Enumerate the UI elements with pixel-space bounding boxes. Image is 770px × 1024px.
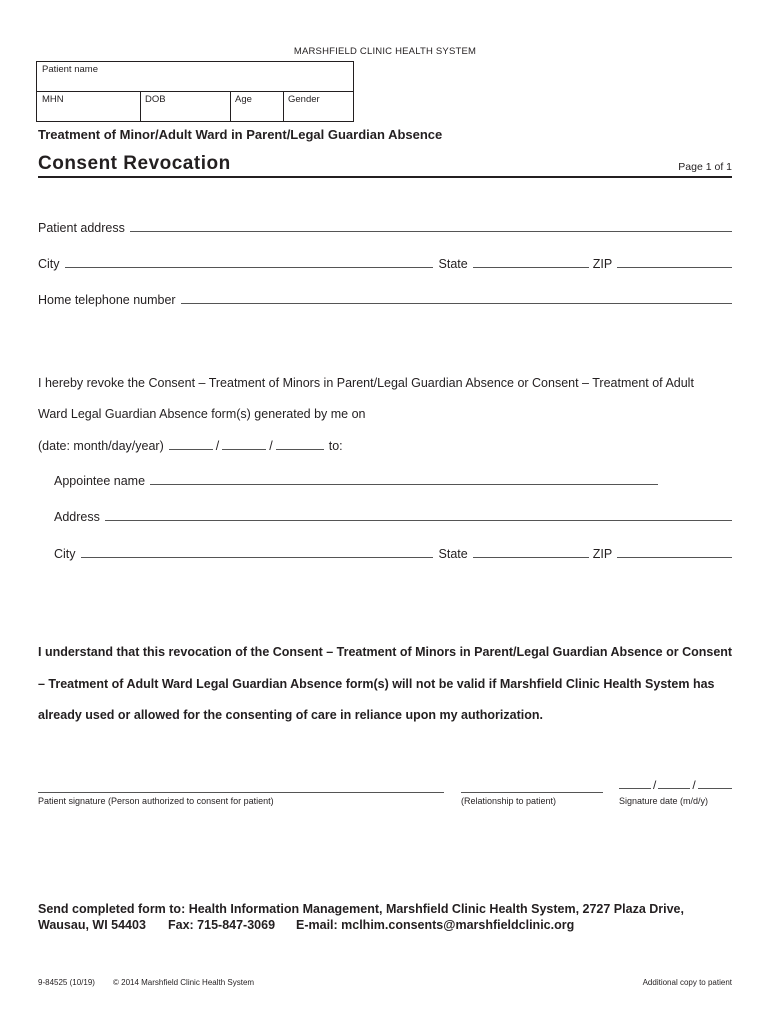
date-separator: / (692, 778, 696, 792)
form-title: Treatment of Minor/Adult Ward in Parent/Legal Guardian Absence (38, 127, 443, 142)
city-field[interactable] (65, 266, 433, 268)
mhn-label: MHN (42, 94, 64, 105)
home-phone-field[interactable] (181, 302, 732, 304)
home-phone-row (38, 293, 732, 307)
appointee-address-label: Address (54, 510, 100, 524)
understanding-line-1: I understand that this revocation of the Consent – Treatment of Minors in Parent/Legal Guardian Absence or Consent (38, 645, 733, 659)
revoke-date-label: (date: month/day/year) (38, 439, 164, 453)
send-city-line: Wausau, WI 54403 (38, 918, 146, 932)
form-number: 9-84525 (10/19) (38, 978, 95, 987)
appointee-name-row (54, 474, 658, 488)
signature-month-field[interactable] (619, 787, 651, 789)
appointee-name-field[interactable] (150, 483, 658, 485)
revoke-line-1: I hereby revoke the Consent – Treatment of Minors in Parent/Legal Guardian Absence or Consent – Treatment of Adult (38, 376, 694, 390)
signature-year-field[interactable] (698, 787, 732, 789)
patient-address-label: Patient address (38, 221, 125, 235)
title-rule (38, 176, 732, 178)
dob-label: DOB (145, 94, 166, 105)
send-fax: Fax: 715-847-3069 (168, 918, 276, 932)
patient-address-field[interactable] (130, 230, 732, 232)
copyright: © 2014 Marshfield Clinic Health System (113, 978, 255, 987)
zip-label: ZIP (592, 257, 613, 271)
age-label: Age (235, 94, 252, 105)
patient-signature-label: Patient signature (Person authorized to consent for patient) (38, 796, 274, 806)
patient-address-row (38, 221, 732, 235)
appointee-city-field[interactable] (81, 556, 433, 558)
revoke-month-field[interactable] (169, 448, 213, 450)
date-separator: / (653, 778, 657, 792)
date-separator: / (269, 439, 273, 453)
revoke-year-field[interactable] (276, 448, 324, 450)
copy-note: Additional copy to patient (642, 978, 732, 987)
send-instructions: Send completed form to: Health Information Management, Marshfield Clinic Health System, 2727 Plaza Drive, (38, 902, 684, 916)
zip-field[interactable] (617, 266, 732, 268)
divider (283, 92, 284, 122)
signature-date-label: Signature date (m/d/y) (619, 796, 709, 806)
patient-info-box (36, 61, 354, 122)
revoke-date-to: to: (328, 439, 343, 453)
city-label: City (38, 257, 60, 271)
appointee-address-row (54, 510, 732, 524)
appointee-state-label: State (438, 547, 468, 561)
date-separator: / (215, 439, 220, 453)
relationship-label: (Relationship to patient) (461, 796, 557, 806)
appointee-name-label: Appointee name (54, 474, 146, 488)
divider (230, 92, 231, 122)
appointee-zip-field[interactable] (617, 556, 732, 558)
understanding-line-3: already used or allowed for the consenting of care in reliance upon my authorization. (38, 708, 543, 722)
patient-name-field[interactable] (37, 62, 353, 92)
city-state-zip-row (38, 257, 732, 271)
send-email: E-mail: mclhim.consents@marshfieldclinic.org (296, 918, 575, 932)
revoke-day-field[interactable] (222, 448, 266, 450)
signature-date-row (619, 778, 732, 792)
appointee-city-label: City (54, 547, 76, 561)
appointee-zip-label: ZIP (592, 547, 613, 561)
organization-name: MARSHFIELD CLINIC HEALTH SYSTEM (293, 46, 477, 57)
appointee-address-field[interactable] (105, 519, 732, 521)
signature-day-field[interactable] (658, 787, 690, 789)
patient-name-label: Patient name (42, 64, 98, 75)
revoke-date-row (38, 439, 343, 453)
revoke-line-2: Ward Legal Guardian Absence form(s) generated by me on (38, 407, 366, 421)
relationship-field[interactable] (461, 791, 603, 793)
patient-signature-field[interactable] (38, 791, 444, 793)
appointee-state-field[interactable] (473, 556, 589, 558)
understanding-line-2: – Treatment of Adult Ward Legal Guardian Absence form(s) will not be valid if Marshfield Clinic Health System has (38, 677, 715, 691)
page-number: Page 1 of 1 (678, 161, 732, 173)
home-phone-label: Home telephone number (38, 293, 176, 307)
state-field[interactable] (473, 266, 589, 268)
appointee-city-state-zip-row (54, 547, 732, 561)
divider (140, 92, 141, 122)
page-title: Consent Revocation (38, 153, 231, 174)
state-label: State (438, 257, 468, 271)
gender-label: Gender (288, 94, 320, 105)
